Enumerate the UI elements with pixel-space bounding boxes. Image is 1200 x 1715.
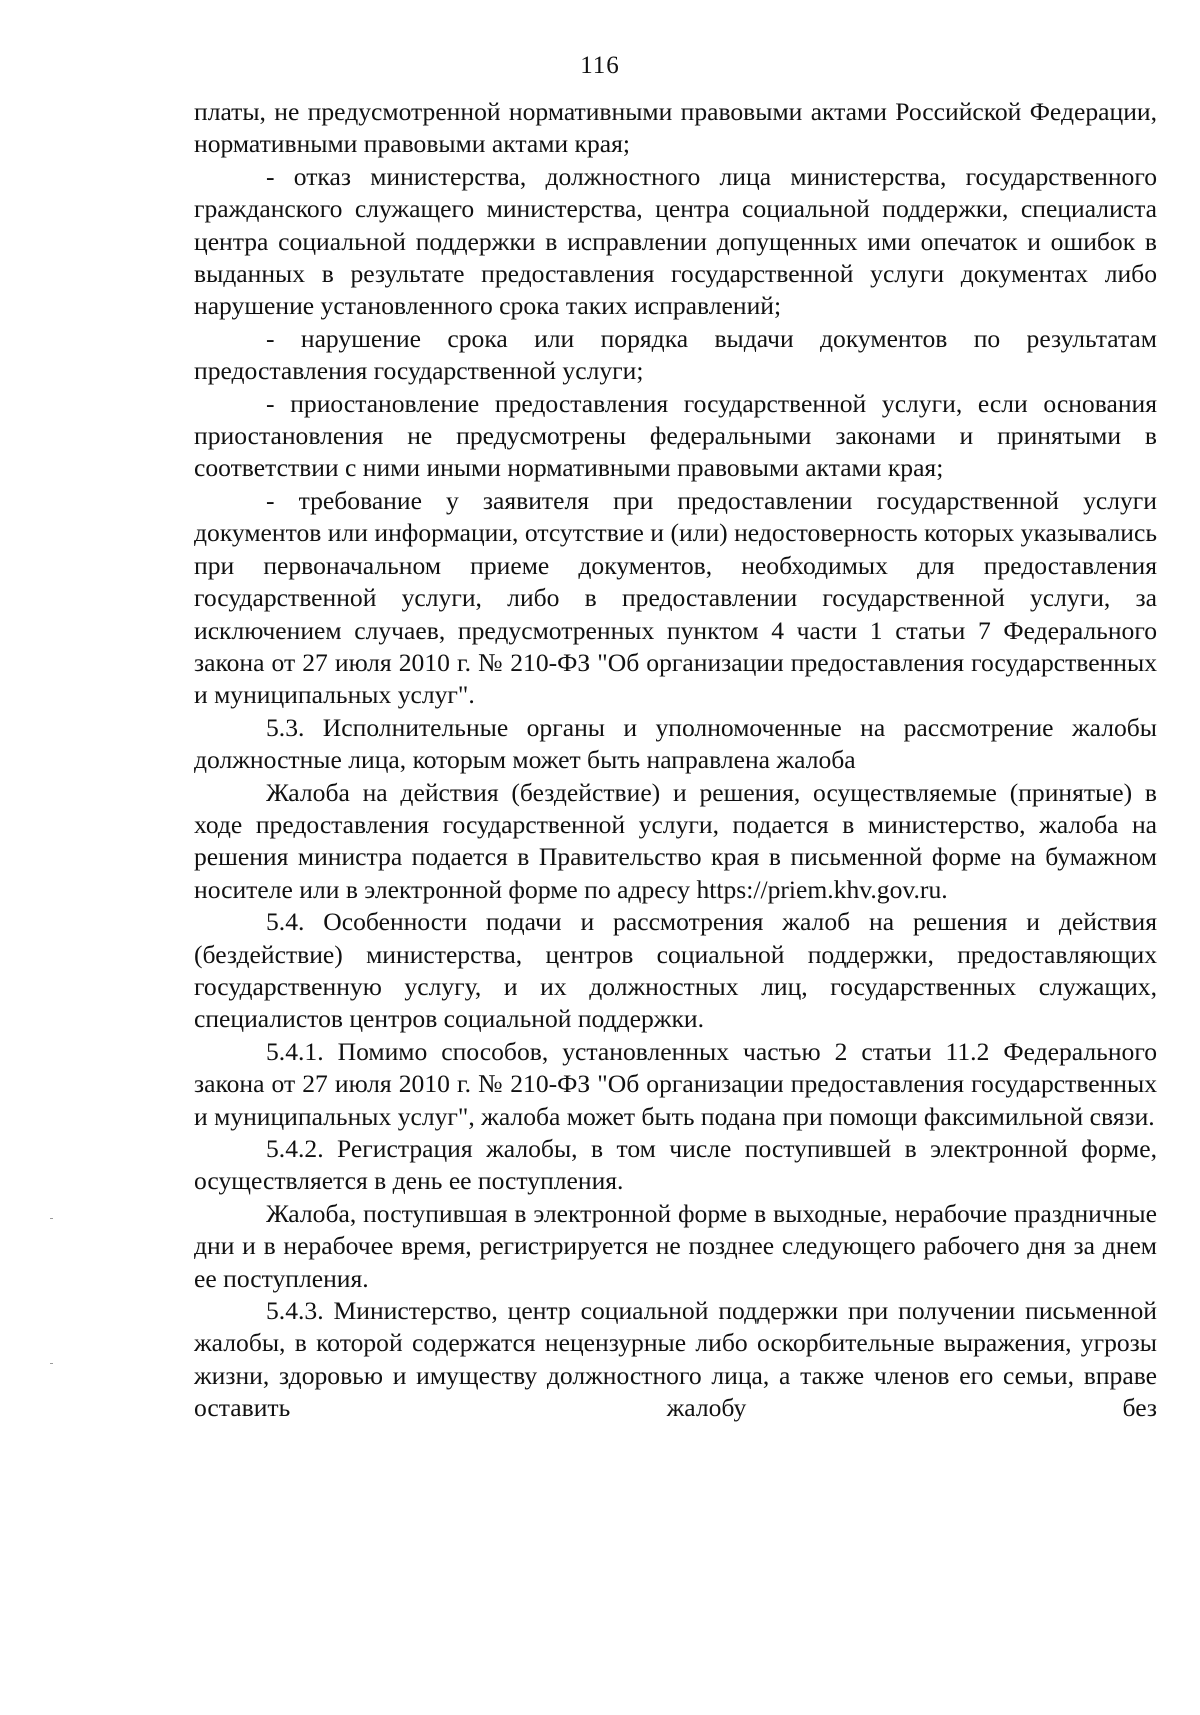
scan-artifact-mark bbox=[50, 1363, 53, 1364]
paragraph: - приостановление предоставления государственной услуги, если основания приостановления не предусмотрены федеральными законами и принятыми в соответствии с ними иными нормативными правовыми актами края; bbox=[194, 388, 1157, 483]
document-body bbox=[194, 96, 1157, 1425]
paragraph: 5.3. Исполнительные органы и уполномоченные на рассмотрение жалобы должностные лица, которым может быть направлена жалоба bbox=[194, 712, 1157, 775]
paragraph: платы, не предусмотренной нормативными правовыми актами Российской Федерации, нормативными правовыми актами края; bbox=[194, 97, 1157, 159]
page-number: 116 bbox=[580, 52, 620, 79]
paragraph: 5.4.1. Помимо способов, установленных частью 2 статьи 11.2 Федерального закона от 27 июля 2010 г. № 210-ФЗ "Об организации предоставления государственных и муниципальных услуг", жалоба может быть подана при помощи факсимильной связи. bbox=[194, 1036, 1157, 1131]
paragraph: Жалоба, поступившая в электронной форме в выходные, нерабочие праздничные дни и в нерабочее время, регистрируется не позднее следующего рабочего дня за днем ее поступления. bbox=[194, 1198, 1157, 1293]
paragraph: - требование у заявителя при предоставлении государственной услуги документов или информации, отсутствие и (или) недостоверность которых указывались при первоначальном приеме документов, необходимых для предоставления государственной услуги, либо в предоставлении государственной услуги, за исключением случаев, предусмотренных пунктом 4 части 1 статьи 7 Федерального закона от 27 июля 2010 г. № 210-ФЗ "Об организации предоставления государственных и муниципальных услуг". bbox=[194, 485, 1157, 710]
paragraph: Жалоба на действия (бездействие) и решения, осуществляемые (принятые) в ходе предоставления государственной услуги, подается в министерство, жалоба на решения министра подается в Правительство края в письменной форме на бумажном носителе или в электронной форме по адресу https://priem.khv.gov.ru. bbox=[194, 777, 1157, 904]
paragraph: - нарушение срока или порядка выдачи документов по результатам предоставления государственной услуги; bbox=[194, 323, 1157, 386]
scan-artifact-mark bbox=[50, 1218, 53, 1219]
paragraph: 5.4.2. Регистрация жалобы, в том числе поступившей в электронной форме, осуществляется в день ее поступления. bbox=[194, 1134, 1157, 1196]
paragraph: 5.4.3. Министерство, центр социальной поддержки при получении письменной жалобы, в которой содержатся нецензурные либо оскорбительные выражения, угрозы жизни, здоровью и имуществу должностного лица, а также членов его семьи, вправе оставить жалобу без bbox=[194, 1296, 1157, 1423]
paragraph: 5.4. Особенности подачи и рассмотрения жалоб на решения и действия (бездействие) министерства, центров социальной поддержки, предоставляющих государственную услугу, и их должностных лиц, государственных служащих, специалистов центров социальной поддержки. bbox=[194, 907, 1157, 1034]
paragraph: - отказ министерства, должностного лица министерства, государственного гражданского служащего министерства, центра социальной поддержки, специалиста центра социальной поддержки в исправлении допущенных ими опечаток и ошибок в выданных в результате предоставления государственной услуги документах либо нарушение установленного срока таких исправлений; bbox=[194, 161, 1157, 321]
